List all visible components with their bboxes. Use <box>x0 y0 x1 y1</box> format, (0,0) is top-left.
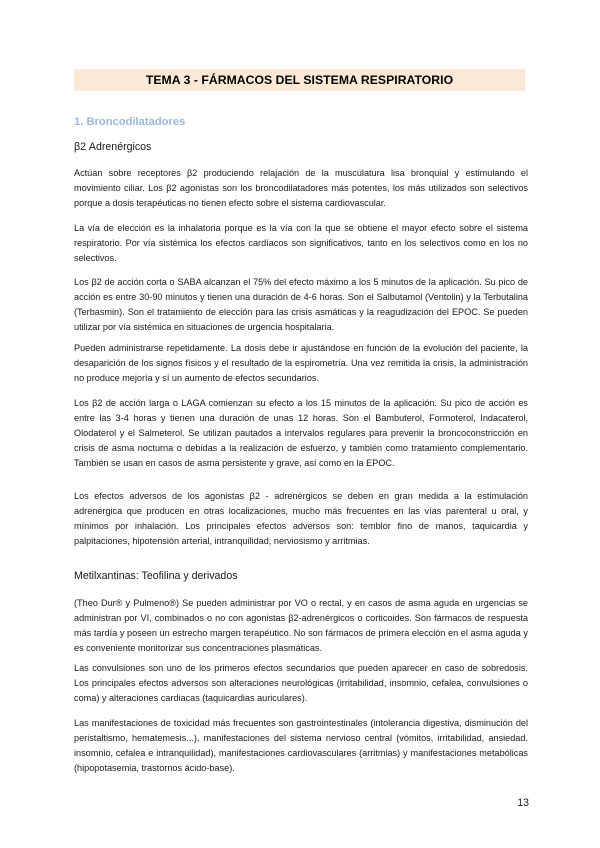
paragraph: Los efectos adversos de los agonistas β2 - adrenérgicos se deben en gran medida a la estimulación adrenérgica que producen en otras localizaciones, mucho más frecuentes en las vías parenteral u oral, y mínimos por inhalación. Los principales efectos adversos son: temblor fino de manos, taquicardia y palpitaciones, hipotensión arterial, intranquilidad, nerviosismo y arritmias. <box>74 491 528 546</box>
paragraph: Los β2 de acción corta o SABA alcanzan el 75% del efecto máximo a los 5 minutos de la aplicación. Su pico de acción es entre 30-90 minutos y tienen una duración de 4-6 horas. Son el Salbutamol (Ventolin) y la Terbutalina (Terbasmin). Son el tratamiento de elección para las crisis asmáticas y la reagudización del EPOC. Se pueden utilizar por vía sistémica en situaciones de urgencia hospitalaria. <box>74 277 528 332</box>
paragraph: Actúan sobre receptores β2 produciendo relajación de la musculatura lisa bronquial y estimulando el movimiento ciliar. Los β2 agonistas son los broncodilatadores más potentes, los más utilizados son selectivos porque a dosis terapéuticas no tienen efecto sobre el sistema cardiovascular. <box>74 168 528 208</box>
subheading-metilxantinas: Metilxantinas: Teofilina y derivados <box>74 570 238 582</box>
paragraph: Las manifestaciones de toxicidad más frecuentes son gastrointestinales (intolerancia digestiva, disminución del peristaltismo, hematemesis...), manifestaciones del sistema nervioso central (vómitos, irritabilidad, ansiedad. insomnio, cefalea e intranquilidad), manifestaciones cardiovasculares (arritmias) y manifestaciones metabólicas (hipopotasemia, trastornos ácido-base). <box>74 718 528 773</box>
page-number: 13 <box>517 797 529 809</box>
subheading-beta2-adrenergicos: β2 Adrenérgicos <box>74 141 152 153</box>
page-title: TEMA 3 - FÁRMACOS DEL SISTEMA RESPIRATORIO <box>145 73 454 87</box>
paragraph: (Theo Dur® y Pulmeno®) Se pueden administrar por VO o rectal, y en casos de asma aguda en urgencias se administran por VI, combinados o no con agonistas β2-adrenérgicos o corticoides. Son fármacos de respuesta más tardía y poseen un estrecho margen terapéutico. No son fármacos de primera elección en el asma aguda y es conveniente monitorizar sus concentraciones plasmáticas. <box>74 598 528 653</box>
paragraph: La vía de elección es la inhalatoria porque es la vía con la que se obtiene el mayor efecto sobre el sistema respiratorio. Por vía sistémica los efectos cardíacos son significativos, tanto en los selectivos como en los no selectivos. <box>74 223 528 263</box>
paragraph: Los β2 de acción larga o LAGA comienzan su efecto a los 15 minutos de la aplicación. Su pico de acción es entre las 3-4 horas y tienen una duración de unas 12 horas. Son el Bambuterol, Formoterol, Indacaterol, Olodaterol y el Salmeterol. Se utilizan pautados a intervalos regulares para prevenir la broncoconstricción en crisis de asma nocturna o debidas a la realización de esfuerzo, y también como tratamiento complementario. También se usan en casos de asma persistente y grave, así como en la EPOC. <box>74 398 528 468</box>
paragraph: Las convulsiones son uno de los primeros efectos secundarios que pueden aparecer en caso de sobredosis. Los principales efectos adversos son alteraciones neurológicas (irritabilidad, insomnio, cefalea, convulsiones o coma) y alteraciones cardiacas (taquicardias auriculares). <box>74 663 528 703</box>
section-heading: 1. Broncodilatadores <box>74 116 186 128</box>
paragraph: Pueden administrarse repetidamente. La dosis debe ir ajustándose en función de la evolución del paciente, la desaparición de los signos físicos y el resultado de la espirometría. Una vez remitida la crisis, la administración no produce mejoría y sí un aumento de efectos secundarios. <box>74 343 528 383</box>
